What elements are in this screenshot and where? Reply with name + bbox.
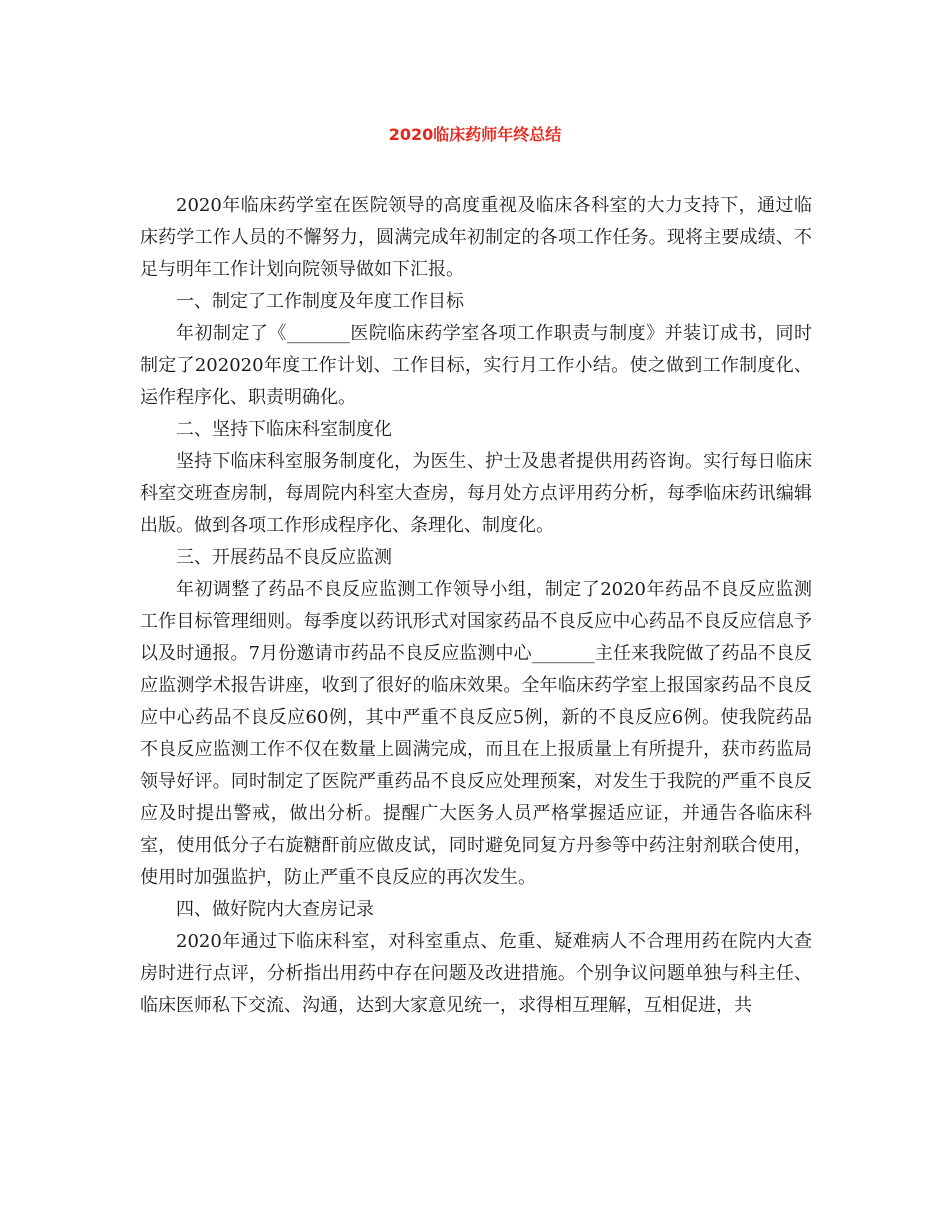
paragraph-section-1: 年初制定了《_______医院临床药学室各项工作职责与制度》并装订成书，同时制定了202020年度工作计划、工作目标，实行月工作小结。使之做到工作制度化、运作程序化、职责明确化。 xyxy=(140,323,812,408)
paragraph-section-2: 坚持下临床科室服务制度化，为医生、护士及患者提供用药咨询。实行每日临床科室交班查房制，每周院内科室大查房，每月处方点评用药分析，每季临床药讯编辑出版。做到各项工作形成程序化、条理化、制度化。 xyxy=(140,451,812,536)
section-heading-3: 三、开展药品不良反应监测 xyxy=(176,547,392,568)
paragraph-section-4: 2020年通过下临床科室，对科室重点、危重、疑难病人不合理用药在院内大查房时进行点评，分析指出用药中存在问题及改进措施。个别争议问题单独与科主任、临床医师私下交流、沟通，达到大家意见统一，求得相互理解，互相促进，共 xyxy=(140,931,812,1016)
section-heading-1: 一、制定了工作制度及年度工作目标 xyxy=(176,291,464,312)
document-title: 2020临床药师年终总结 xyxy=(388,125,562,144)
section-heading-4: 四、做好院内大查房记录 xyxy=(176,899,374,920)
paragraph-section-3: 年初调整了药品不良反应监测工作领导小组，制定了2020年药品不良反应监测工作目标管理细则。每季度以药讯形式对国家药品不良反应中心药品不良反应信息予以及时通报。7月份邀请市药品不良反应监测中心_______主任来我院做了药品不良反应监测学术报告讲座，收到了很好的临床效果。全年临床药学室上报国家药品不良反应中心药品不良反应60例，其中严重不良反应5例，新的不良反应6例。使我院药品不良反应监测工作不仅在数量上圆满完成，而且在上报质量上有所提升，获市药监局领导好评。同时制定了医院严重药品不良反应处理预案，对发生于我院的严重不良反应及时提出警戒，做出分析。提醒广大医务人员严格掌握适应证，并通告各临床科室，使用低分子右旋糖酐前应做皮试，同时避免同复方丹参等中药注射剂联合使用，使用时加强监护，防止严重不良反应的再次发生。 xyxy=(140,579,812,888)
document-body xyxy=(140,190,812,1022)
paragraph-intro: 2020年临床药学室在医院领导的高度重视及临床各科室的大力支持下，通过临床药学工作人员的不懈努力，圆满完成年初制定的各项工作任务。现将主要成绩、不足与明年工作计划向院领导做如下汇报。 xyxy=(140,195,812,280)
section-heading-2: 二、坚持下临床科室制度化 xyxy=(176,419,392,440)
